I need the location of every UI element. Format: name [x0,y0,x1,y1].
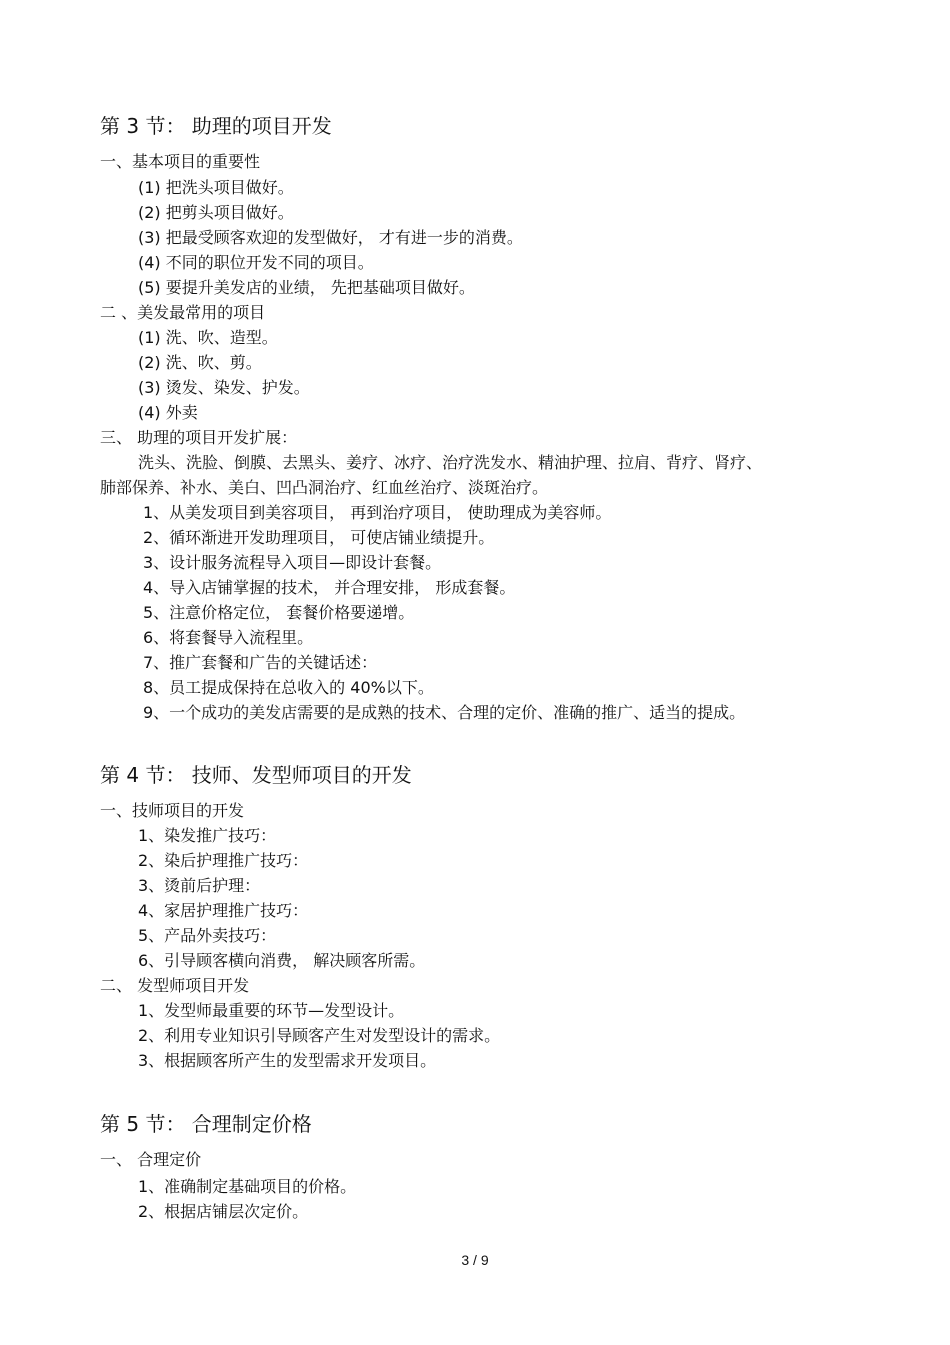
list-item: (5) 要提升美发店的业绩， 先把基础项目做好。 [138,278,475,297]
list-item: 3、设计服务流程导入项目—即设计套餐。 [143,553,442,572]
section-3-part-1-heading: 一、基本项目的重要性 [100,152,261,171]
list-item: (1) 洗、吹、造型。 [138,328,278,347]
list-item: 4、导入店铺掌握的技术， 并合理安排， 形成套餐。 [143,578,516,597]
list-item: 8、员工提成保持在总收入的 40%以下。 [143,678,434,697]
list-item: 2、根据店铺层次定价。 [138,1202,309,1221]
paragraph-line: 肺部保养、补水、美白、凹凸洞治疗、红血丝治疗、淡斑治疗。 [100,478,549,497]
list-item: 7、推广套餐和广告的关键话述： [143,653,378,672]
section-5-part-1-heading: 一、 合理定价 [100,1150,202,1169]
list-item: (4) 不同的职位开发不同的项目。 [138,253,374,272]
list-item: (3) 把最受顾客欢迎的发型做好， 才有进一步的消费。 [138,228,523,247]
section-5-title: 第 5 节： 合理制定价格 [100,1112,312,1136]
list-item: 2、循环渐进开发助理项目， 可使店铺业绩提升。 [143,528,495,547]
list-item: 1、发型师最重要的环节—发型设计。 [138,1001,405,1020]
section-4-part-1-heading: 一、技师项目的开发 [100,801,245,820]
list-item: (2) 把剪头项目做好。 [138,203,294,222]
list-item: (4) 外卖 [138,403,198,422]
paragraph-line: 洗头、洗脸、倒膜、去黑头、姜疗、冰疗、治疗洗发水、精油护理、拉肩、背疗、肾疗、 [138,453,763,472]
section-4-part-2-heading: 二、 发型师项目开发 [100,976,250,995]
section-3-part-3-heading: 三、 助理的项目开发扩展： [100,428,298,447]
list-item: 1、染发推广技巧： [138,826,277,845]
list-item: (1) 把洗头项目做好。 [138,178,294,197]
page-number: 3 / 9 [461,1252,489,1268]
list-item: 1、准确制定基础项目的价格。 [138,1177,357,1196]
list-item: 2、利用专业知识引导顾客产生对发型设计的需求。 [138,1026,501,1045]
list-item: (2) 洗、吹、剪。 [138,353,262,372]
section-3-part-2-heading: 二 、美发最常用的项目 [100,303,266,322]
list-item: 5、产品外卖技巧： [138,926,277,945]
list-item: 4、家居护理推广技巧： [138,901,309,920]
list-item: 3、烫前后护理： [138,876,261,895]
section-4-title: 第 4 节： 技师、发型师项目的开发 [100,763,412,787]
section-3-title: 第 3 节： 助理的项目开发 [100,114,332,138]
list-item: (3) 烫发、染发、护发。 [138,378,310,397]
list-item: 9、一个成功的美发店需要的是成熟的技术、合理的定价、准确的推广、适当的提成。 [143,703,746,722]
list-item: 6、将套餐导入流程里。 [143,628,314,647]
list-item: 3、根据顾客所产生的发型需求开发项目。 [138,1051,437,1070]
list-item: 2、染后护理推广技巧： [138,851,309,870]
list-item: 1、从美发项目到美容项目， 再到治疗项目， 使助理成为美容师。 [143,503,612,522]
list-item: 6、引导顾客横向消费， 解决顾客所需。 [138,951,426,970]
list-item: 5、注意价格定位， 套餐价格要递增。 [143,603,415,622]
